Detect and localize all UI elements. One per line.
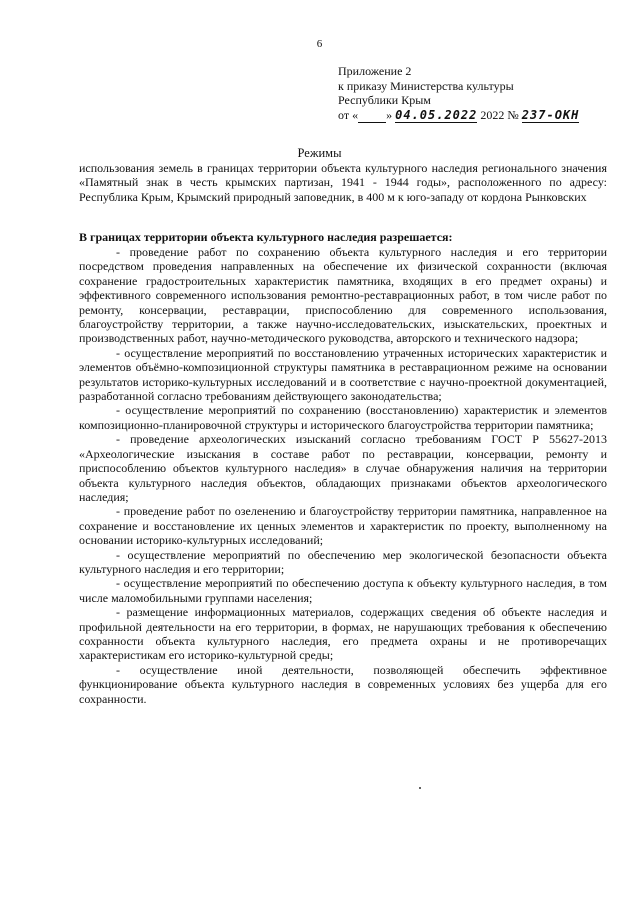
order-date-line [338,108,628,124]
section-heading: В границах территории объекта культурного наследия разрешается: [79,230,453,244]
document-title: Режимы [297,146,342,160]
list-item: - размещение информационных материалов, содержащих сведения об объекте наследия и профильной деятельности на его территории, в формах, не нарушающих требования к обеспечению сохранности объекта культурного наследия, его предмета охраны и не противоречащих характеристикам его историко-культурной среды; [79,605,607,663]
list-item: - осуществление мероприятий по обеспечению мер экологической безопасности объекта культурного наследия и его территории; [79,547,607,576]
list-item: - осуществление иной деятельности, позволяющей обеспечить эффективное функционирование объекта культурного наследия в современных условиях без ущерба для его сохранности. [79,662,607,706]
list-item: - осуществление мероприятий по восстановлению утраченных исторических характеристик и элементов объёмно-композиционной структуры памятника в реставрационном режиме на основании результатов историко-культурных исследований и в соответствие с научно-проектной документацией, разработанной согласно требованиям действующего законодательства; [79,345,607,404]
from-prefix: от « [338,107,359,122]
day-blank [358,108,386,124]
list-item: - проведение археологических изысканий согласно требованиям ГОСТ Р 55627-2013 «Археологические изыскания в составе работ по реставрации, консервации, ремонту и приспособлению объектов культурного наследия» в случае обнаружения наличия на территории объекта культурного наследия объектов, обладающих признаками объектов археологического наследия; [79,432,607,504]
appendix-header [338,64,628,123]
appendix-label: Приложение 2 [338,64,412,78]
republic-name: Республики Крым [338,93,431,108]
handwritten-order-number: 237-ОКН [521,107,580,122]
list-item: - осуществление мероприятий по сохранению (восстановлению) характеристик и элементов композиционно-планировочной структуры и исторического благоустройства территории памятника; [79,403,607,432]
document-subtitle: использования земель в границах территории объекта культурного наследия регионального значения «Памятный знак в честь крымских партизан, 1941 - 1944 годы», расположенного по адресу: Республика Крым, Крымский природный заповедник, в 400 м к юго-западу от кордона Рынковских [79,161,607,204]
handwritten-date: 04.05.2022 [395,107,478,122]
page-number: 6 [316,38,323,50]
permitted-activities-list [79,245,607,706]
year-number-label: 2022 № [480,107,519,122]
from-quote-close: » [386,107,393,122]
scan-speck [419,787,421,789]
list-item: - проведение работ по сохранению объекта культурного наследия и его территории посредством проведения направленных на обеспечение их физической сохранности (включая сохранение градостроительных характеристик памятника, входящих в его предмет охраны) и эффективного современного использования ремонтно-реставрационных работ, в том числе работ по ремонту, консервации, реставрации, приспособлению для современного использования, благоустройству территории, а также научно-исследовательских, изыскательских, проектных и производственных работ, научно-методического руководства, авторского и технического надзора; [79,245,607,346]
order-reference: к приказу Министерства культуры [338,78,514,93]
list-item: - осуществление мероприятий по обеспечению доступа к объекту культурного наследия, в том числе маломобильными группами населения; [79,576,607,605]
list-item: - проведение работ по озеленению и благоустройству территории памятника, направленное на сохранение и восстановление их ценных элементов и характеристик по проекту, выполненному на основании историко-культурных исследований; [79,504,607,548]
